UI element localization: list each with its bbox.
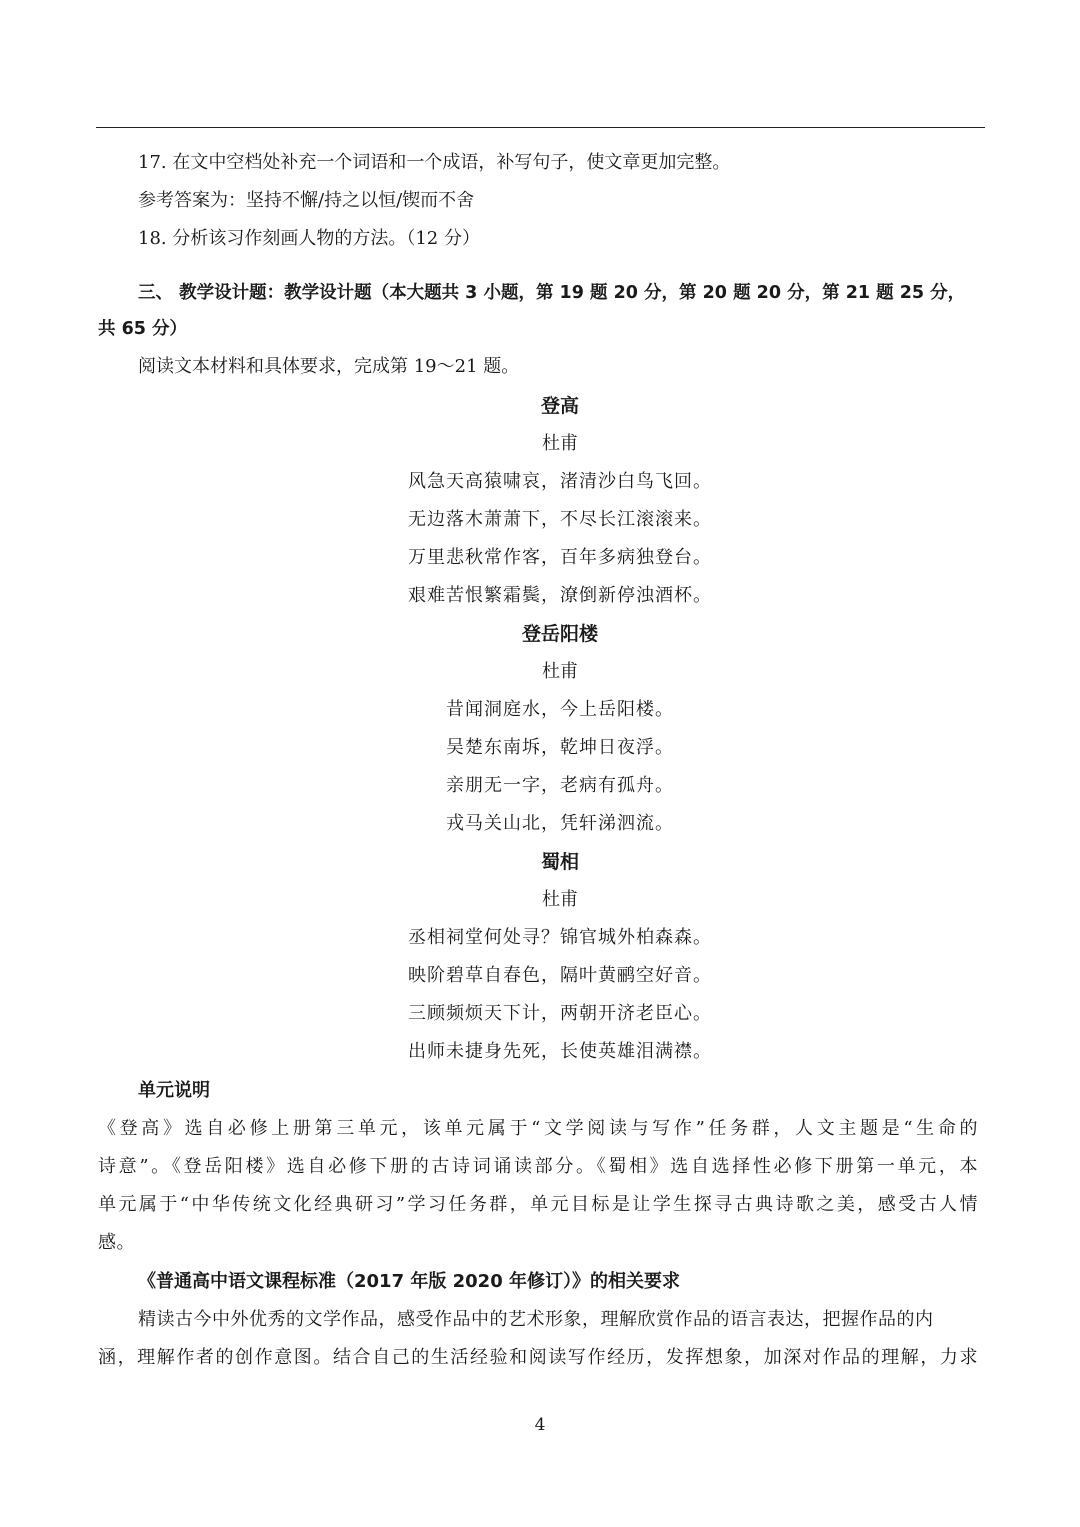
poem-line: 艰难苦恨繁霜鬓，潦倒新停浊酒杯。	[408, 585, 712, 606]
unit-note-line: 诗意”。《登岳阳楼》选自必修下册的古诗词诵读部分。《蜀相》选自选择性必修下册第一单元，本	[98, 1156, 978, 1177]
poem-title: 蜀相	[540, 851, 579, 873]
poem-line: 吴楚东南坼，乾坤日夜浮。	[446, 737, 674, 758]
poem-author: 杜甫	[542, 889, 578, 910]
poem-line: 三顾频烦天下计，两朝开济老臣心。	[408, 1003, 712, 1024]
poem-line: 出师未捷身先死，长使英雄泪满襟。	[408, 1041, 712, 1062]
poem-line: 丞相祠堂何处寻？锦官城外柏森森。	[408, 927, 712, 948]
page-number: 4	[534, 1415, 546, 1435]
poem-author: 杜甫	[542, 661, 578, 682]
standard-heading: 《普通高中语文课程标准（2017 年版 2020 年修订）》的相关要求	[138, 1271, 680, 1292]
poem-author: 杜甫	[542, 433, 578, 454]
poem-line: 无边落木萧萧下，不尽长江滚滚来。	[408, 509, 712, 530]
poem-line: 戎马关山北，凭轩涕泗流。	[446, 813, 674, 834]
poem-title: 登岳阳楼	[521, 623, 598, 645]
poem-line: 风急天高猿啸哀，渚清沙白鸟飞回。	[408, 471, 712, 492]
section-3-instruction: 阅读文本材料和具体要求，完成第 19～21 题。	[138, 356, 520, 377]
unit-note-line: 《登高》选自必修上册第三单元，该单元属于“文学阅读与写作”任务群，人文主题是“生命的	[98, 1118, 978, 1139]
poem-line: 亲朋无一字，老病有孤舟。	[446, 775, 674, 796]
header-rule	[96, 127, 985, 128]
poem-line: 昔闻洞庭水，今上岳阳楼。	[446, 699, 674, 720]
poem-line: 万里悲秋常作客，百年多病独登台。	[408, 547, 712, 568]
standard-line: 涵，理解作者的创作意图。结合自己的生活经验和阅读写作经历，发挥想象，加深对作品的理解，力求	[98, 1347, 978, 1368]
question-17: 17. 在文中空档处补充一个词语和一个成语，补写句子，使文章更加完整。	[138, 152, 731, 173]
section-3-heading-line1: 三、 教学设计题：教学设计题（本大题共 3 小题，第 19 题 20 分，第 20 题 20 分，第 21 题 25 分，	[138, 283, 966, 303]
poem-line: 映阶碧草自春色，隔叶黄鹂空好音。	[408, 965, 712, 986]
unit-note-line: 感。	[98, 1232, 135, 1253]
question-18: 18. 分析该习作刻画人物的方法。（12 分）	[138, 228, 480, 249]
question-17-answer: 参考答案为：坚持不懈/持之以恒/锲而不舍	[138, 190, 475, 211]
poem-title: 登高	[540, 395, 579, 417]
unit-note-heading: 单元说明	[138, 1080, 210, 1101]
unit-note-line: 单元属于“中华传统文化经典研习”学习任务群，单元目标是让学生探寻古典诗歌之美，感受古人情	[98, 1194, 978, 1215]
section-3-heading-line2: 共 65 分）	[98, 319, 188, 339]
standard-line: 精读古今中外优秀的文学作品，感受作品中的艺术形象，理解欣赏作品的语言表达，把握作品的内	[138, 1309, 934, 1330]
